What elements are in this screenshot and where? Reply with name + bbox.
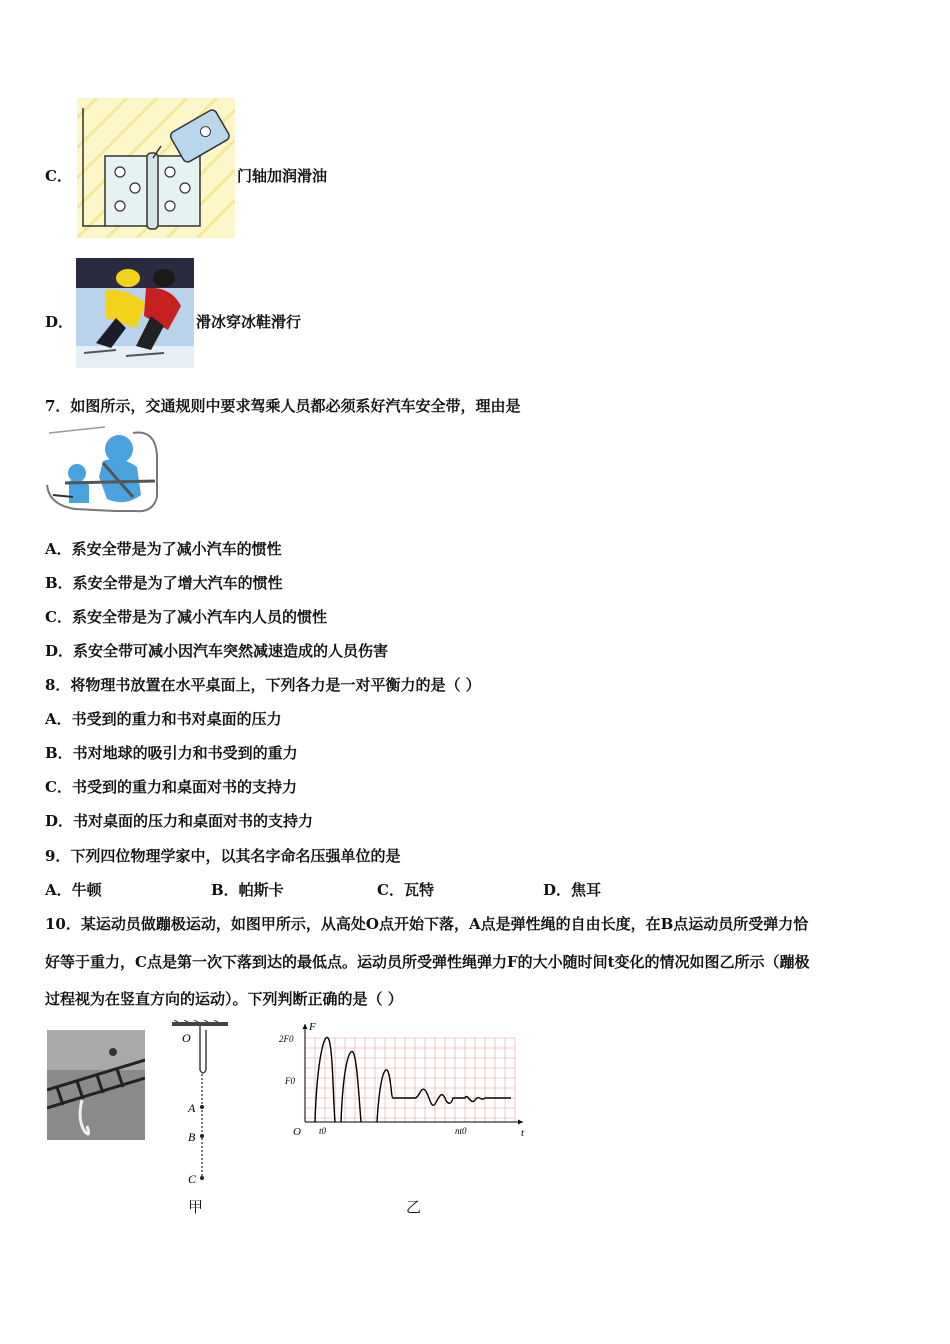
q9-option-d: D．焦耳 [543,881,602,899]
option-d-caption: 滑冰穿冰鞋滑行 [196,313,302,331]
q10-stem-line3: 过程视为在竖直方向的运动）。下列判断正确的是（ ） [45,990,403,1008]
q9-stem: 9．下列四位物理学家中，以其名字命名压强单位的是 [45,847,401,865]
option-d-label: D． [45,313,74,331]
point-o-label: O [182,1031,191,1045]
bungee-photo [47,1030,145,1140]
graph-grid [305,1038,515,1122]
seatbelt-image [45,425,165,517]
figure-yi-caption: 乙 [406,1198,422,1216]
q10-stem-line2: 好等于重力，C点是第一次下落到达的最低点。运动员所受弹性绳弹力F的大小随时间t变化的情况如图乙所示（蹦极 [45,953,810,971]
figure-jia-caption: 甲 [188,1198,204,1216]
force-curve [315,1037,511,1122]
y-tick-2f0: 2F0 [279,1034,294,1044]
q7-option-a: A．系安全带是为了减小汽车的惯性 [45,540,282,558]
y-axis-label: F [309,1021,316,1033]
q8-stem: 8．将物理书放置在水平桌面上，下列各力是一对平衡力的是（ ） [45,676,481,694]
origin-label: O [293,1126,301,1138]
q7-option-c: C．系安全带是为了减小汽车内人员的惯性 [45,608,327,626]
q10-stem-line1: 10．某运动员做蹦极运动，如图甲所示，从高处O点开始下落，A点是弹性绳的自由长度，在B点运动员所受弹力恰 [45,915,809,933]
option-c-label: C． [45,167,72,185]
q8-option-d: D．书对桌面的压力和桌面对书的支持力 [45,812,314,830]
hinge-oil-image [77,98,235,238]
speed-skating-image [76,258,194,368]
q8-option-c: C．书受到的重力和桌面对书的支持力 [45,778,297,796]
option-c-caption: 门轴加润滑油 [237,167,328,185]
force-time-graph [275,1018,530,1143]
q9-option-b: B．帕斯卡 [211,881,284,899]
point-b-label: B [188,1130,196,1144]
q9-option-c: C．瓦特 [377,881,434,899]
figure-jia [168,1020,232,1190]
point-a-label: A [188,1101,196,1115]
x-axis-label: t [521,1127,525,1139]
q9-option-a: A．牛顿 [45,881,102,899]
q7-option-d: D．系安全带可减小因汽车突然减速造成的人员伤害 [45,642,389,660]
y-tick-f0: F0 [285,1076,295,1086]
q7-stem: 7．如图所示，交通规则中要求驾乘人员都必须系好汽车安全带，理由是 [45,397,521,415]
q7-option-b: B．系安全带是为了增大汽车的惯性 [45,574,283,592]
x-tick-nt0: nt0 [455,1126,467,1136]
q8-option-a: A．书受到的重力和书对桌面的压力 [45,710,282,728]
x-tick-t0: t0 [319,1126,327,1136]
q8-option-b: B．书对地球的吸引力和书受到的重力 [45,744,298,762]
point-c-label: C [188,1172,197,1186]
